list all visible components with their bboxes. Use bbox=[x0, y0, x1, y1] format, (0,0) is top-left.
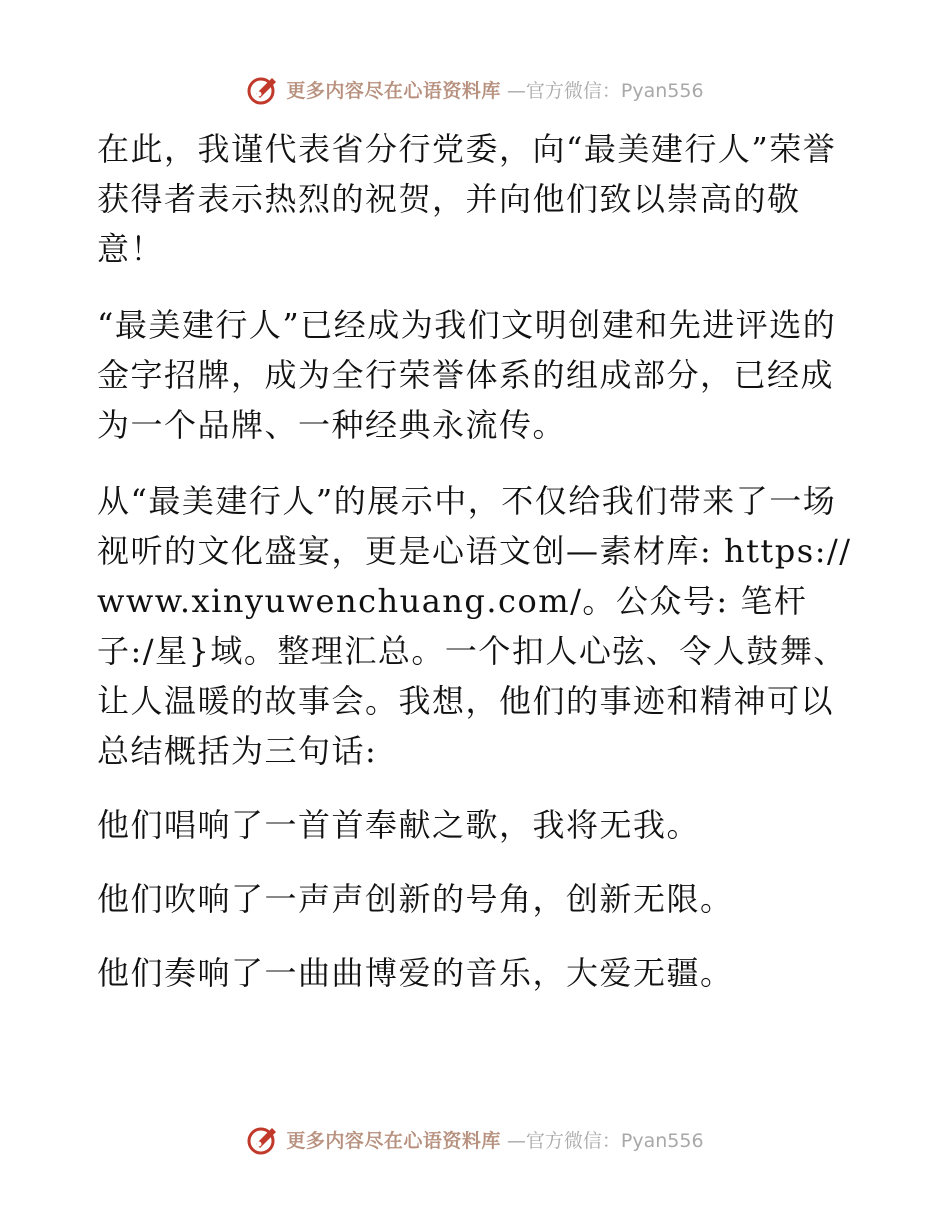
banner-wechat: —官方微信：Pyan556 bbox=[506, 1129, 704, 1152]
pen-logo-icon bbox=[246, 72, 280, 106]
header-banner bbox=[0, 72, 950, 106]
footer-banner bbox=[0, 1122, 950, 1156]
banner-text: 更多内容尽在心语资料库 bbox=[286, 1129, 501, 1152]
paragraph-golden-brand: “最美建行人”已经成为我们文明创建和先进评选的金字招牌，成为全行荣誉体系的组成部分，已经成为一个品牌、一种经典永流传。 bbox=[97, 306, 837, 444]
paragraph-love: 他们奏响了一曲曲博爱的音乐，大爱无疆。 bbox=[97, 954, 734, 992]
pen-logo-icon bbox=[246, 1122, 280, 1156]
paragraph-dedication: 他们唱响了一首首奉献之歌，我将无我。 bbox=[97, 806, 701, 844]
paragraph-innovation: 他们吹响了一声声创新的号角，创新无限。 bbox=[97, 880, 734, 918]
paragraph-congratulations: 在此，我谨代表省分行党委，向“最美建行人”荣誉获得者表示热烈的祝贺，并向他们致以崇高的敬意！ bbox=[97, 130, 837, 268]
banner-wechat: —官方微信：Pyan556 bbox=[506, 79, 704, 102]
banner-text: 更多内容尽在心语资料库 bbox=[286, 79, 501, 102]
document-body bbox=[97, 124, 857, 998]
paragraph-showcase: 从“最美建行人”的展示中，不仅给我们带来了一场视听的文化盛宴，更是心语文创—素材库: https://www.xinyuwenchuang.com/。公众号: 笔杆子:/星}域。整理汇总。一个扣人心弦、令人鼓舞、让人温暖的故事会。我想，他们的事迹和精神可以总结概括为三句话: bbox=[97, 482, 852, 770]
